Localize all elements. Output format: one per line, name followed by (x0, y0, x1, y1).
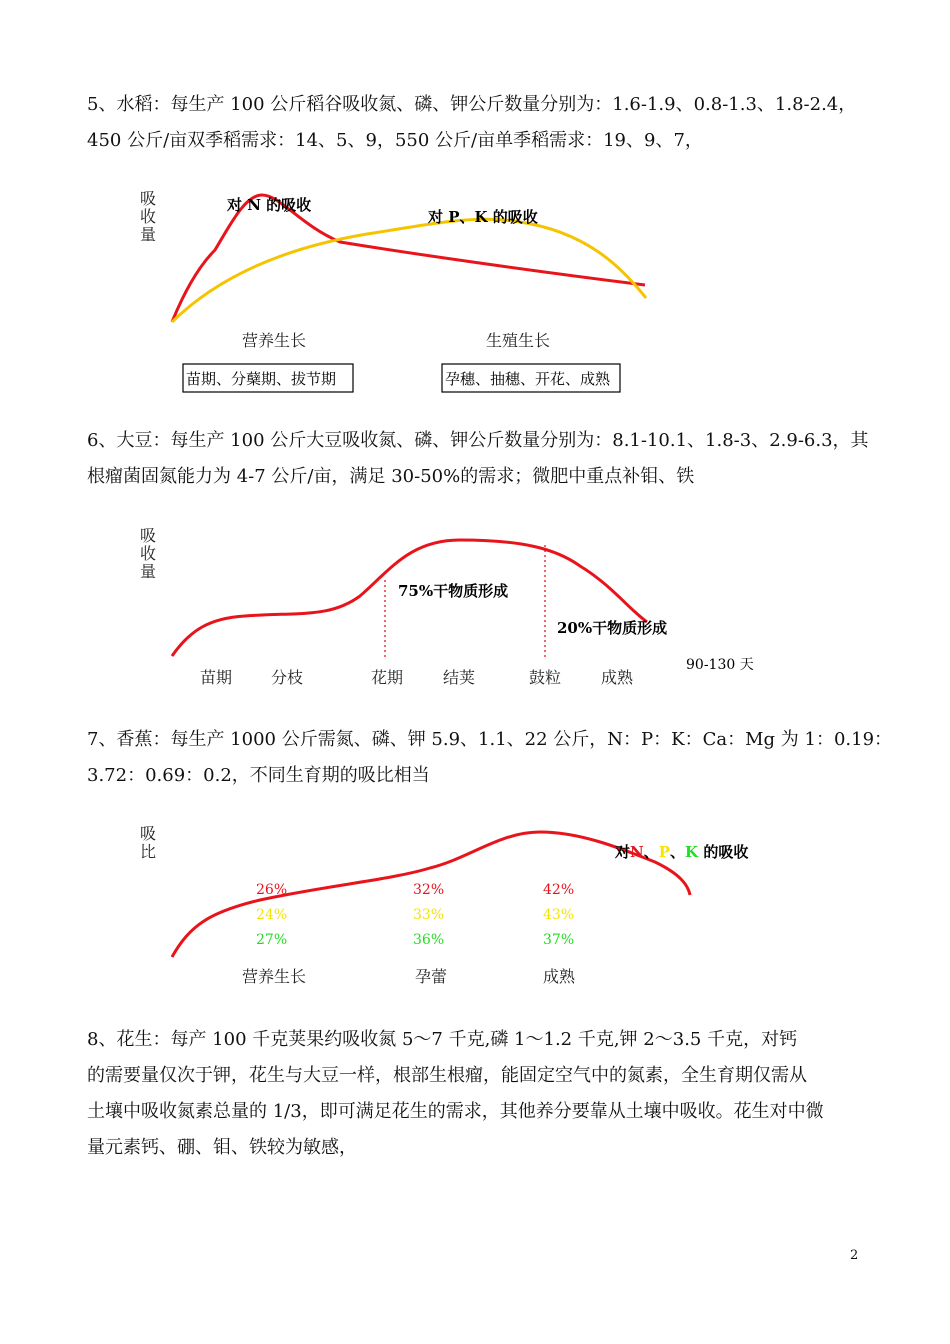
stage-label: 花期 (371, 668, 404, 687)
n-ratio-value: 26% (256, 882, 288, 898)
stage-label: 营养生长 (242, 967, 307, 986)
n-curve-label: 对 N 的吸收 (227, 196, 312, 214)
pk-absorption-curve (172, 219, 646, 322)
paragraph-rice (87, 87, 862, 159)
y-axis-label-char: 收 (140, 544, 157, 563)
legend-separator: 、 (670, 843, 686, 861)
stage-label: 苗期 (200, 668, 233, 687)
legend-n: N (630, 843, 644, 861)
paragraph-peanut (87, 1022, 862, 1166)
nutrient-legend (614, 843, 748, 861)
text-line: 土壤中吸收氮素总量的 1/3，即可满足花生的需求，其他养分要靠从土壤中吸收。花生对中微 (87, 1101, 824, 1122)
stage-label: 鼓粒 (529, 668, 562, 687)
stage-label: 生殖生长 (486, 331, 551, 350)
text-line: 根瘤菌固氮能力为 4-7 公斤/亩，满足 30-50%的需求；微肥中重点补钼、铁 (87, 466, 695, 487)
stage-label: 成熟 (601, 668, 634, 687)
n-ratio-value: 32% (413, 882, 445, 898)
k-ratio-value: 36% (413, 932, 445, 948)
absorption-ratio-curve (172, 832, 690, 957)
stage-label: 分枝 (271, 668, 304, 687)
page-number: 2 (850, 1248, 859, 1263)
y-axis-label-char: 吸 (140, 526, 157, 545)
legend-prefix: 对 (615, 843, 631, 861)
y-axis-label-char: 吸 (140, 824, 157, 843)
p-ratio-value: 33% (413, 907, 445, 923)
text-line: 8、花生：每产 100 千克荚果约吸收氮 5～7 千克,磷 1～1.2 千克,钾 2～3.5 千克，对钙 (87, 1029, 798, 1050)
stage-label: 结荚 (443, 668, 476, 687)
y-axis-label-char: 收 (140, 207, 157, 226)
paragraph-soybean (87, 423, 869, 495)
stage-box (442, 364, 620, 392)
y-axis-label-char: 比 (140, 842, 157, 861)
n-ratio-value: 42% (543, 882, 575, 898)
text-line: 6、大豆：每生产 100 公斤大豆吸收氮、磷、钾公斤数量分别为：8.1-10.1、1.8-3、2.9-6.3，其 (87, 430, 869, 451)
y-axis-label-char: 量 (140, 562, 157, 581)
pk-curve-label: 对 P、K 的吸收 (428, 208, 538, 226)
y-axis-label-char: 吸 (140, 189, 157, 208)
stage-box (183, 364, 353, 392)
k-ratio-value: 27% (256, 932, 288, 948)
text-line: 的需要量仅次于钾，花生与大豆一样，根部生根瘤，能固定空气中的氮素，全生育期仅需从 (87, 1065, 807, 1086)
stage-box-text: 苗期、分蘖期、拔节期 (186, 370, 337, 388)
text-line: 5、水稻：每生产 100 公斤稻谷吸收氮、磷、钾公斤数量分别为：1.6-1.9、0.8-1.3、1.8-2.4， (87, 94, 857, 115)
stage-box-text: 孕穗、抽穗、开花、成熟 (445, 370, 611, 388)
y-axis-label-char: 量 (140, 225, 157, 244)
duration-label: 90-130 天 (686, 657, 754, 673)
legend-p: P (658, 843, 671, 861)
p-ratio-value: 24% (256, 907, 288, 923)
p-ratio-value: 43% (543, 907, 575, 923)
text-line: 3.72：0.69：0.2，不同生育期的吸比相当 (87, 765, 430, 786)
legend-suffix: 的吸收 (698, 843, 749, 861)
stage-label: 孕蕾 (415, 967, 448, 986)
n-absorption-curve (172, 195, 645, 322)
dry-matter-note: 75%干物质形成 (398, 582, 509, 600)
absorption-curve (172, 540, 647, 656)
k-ratio-value: 37% (543, 932, 575, 948)
stage-label: 成熟 (543, 967, 576, 986)
legend-k: K (685, 843, 699, 861)
text-line: 量元素钙、硼、钼、铁较为敏感， (87, 1137, 357, 1158)
legend-separator: 、 (643, 843, 659, 861)
text-line: 7、香蕉：每生产 1000 公斤需氮、磷、钾 5.9、1.1、22 公斤，N：P：K：Ca：Mg 为 1：0.19： (87, 729, 893, 750)
paragraph-banana (87, 722, 893, 794)
text-line: 450 公斤/亩双季稻需求：14、5、9，550 公斤/亩单季稻需求：19、9、7， (87, 130, 703, 151)
stage-label: 营养生长 (242, 331, 307, 350)
dry-matter-note: 20%干物质形成 (557, 619, 668, 637)
